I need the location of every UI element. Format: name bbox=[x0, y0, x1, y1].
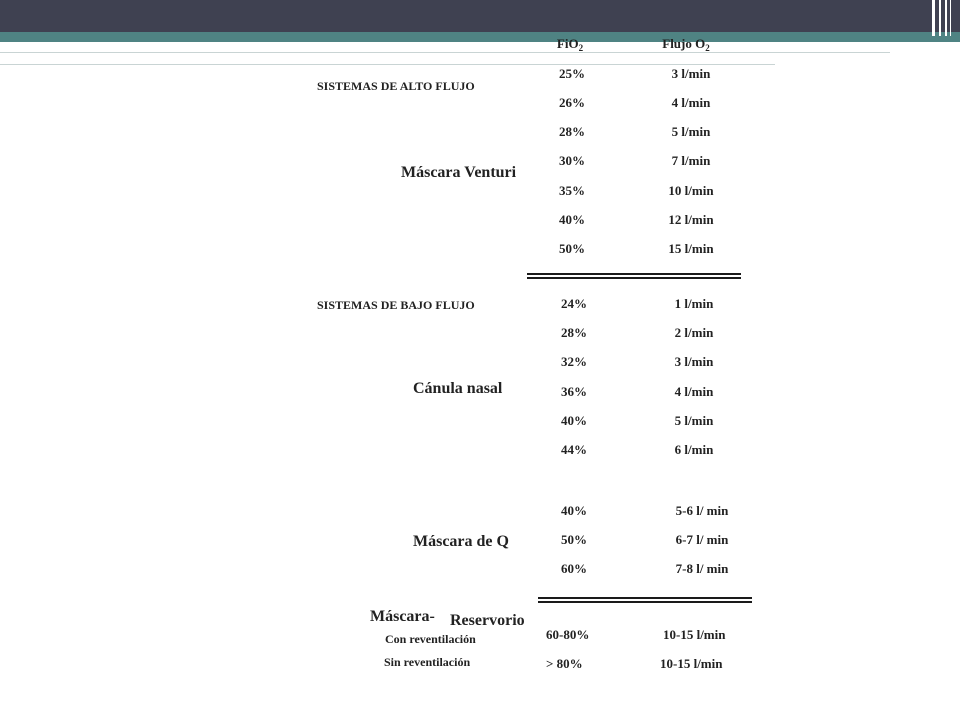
cell-fio2: 32% bbox=[561, 354, 587, 369]
cell-fio2: 28% bbox=[559, 124, 585, 139]
cell-fio2: 28% bbox=[561, 325, 587, 340]
cell-fio2: 60% bbox=[561, 561, 587, 576]
header-fio2: FiO$_2$ bbox=[556, 36, 584, 53]
cell-fio2: 50% bbox=[561, 532, 587, 547]
cell-fio2: 36% bbox=[561, 384, 587, 399]
row-label-con-reventilacion: Con reventilación bbox=[385, 632, 476, 646]
cell-flujo: 6 l/min bbox=[674, 442, 714, 457]
top-bar bbox=[0, 0, 960, 32]
cell-flujo: 15 l/min bbox=[668, 241, 714, 256]
section-label-alto-flujo: SISTEMAS DE ALTO FLUJO bbox=[317, 79, 475, 93]
cell-fio2: 44% bbox=[561, 442, 587, 457]
cell-flujo: 3 l/min bbox=[674, 354, 714, 369]
cell-fio2: 40% bbox=[561, 503, 587, 518]
device-reservorio: Reservorio bbox=[450, 612, 525, 629]
cell-flujo: 7 l/min bbox=[671, 153, 711, 168]
row-label-sin-reventilacion: Sin reventilación bbox=[384, 655, 471, 669]
cell-flujo: 4 l/min bbox=[671, 95, 711, 110]
cell-flujo: 2 l/min bbox=[674, 325, 714, 340]
cell-flujo: 3 l/min bbox=[671, 66, 711, 81]
cell-fio2: 40% bbox=[559, 212, 585, 227]
cell-flujo: 5-6 l/ min bbox=[675, 503, 729, 518]
cell-flujo: 1 l/min bbox=[674, 296, 714, 311]
cell-fio2: > 80% bbox=[546, 656, 583, 671]
cell-flujo: 4 l/min bbox=[674, 384, 714, 399]
cell-flujo: 7-8 l/ min bbox=[675, 561, 729, 576]
cell-flujo: 10-15 l/min bbox=[660, 656, 723, 671]
decor-stripe bbox=[950, 0, 951, 36]
cell-fio2: 40% bbox=[561, 413, 587, 428]
cell-fio2: 26% bbox=[559, 95, 585, 110]
section-label-bajo-flujo: SISTEMAS DE BAJO FLUJO bbox=[317, 298, 475, 312]
decor-rule bbox=[0, 52, 890, 53]
device-mascara-venturi: Máscara Venturi bbox=[401, 164, 517, 181]
decor-stripe bbox=[939, 0, 941, 36]
section-divider bbox=[527, 273, 741, 279]
cell-fio2: 30% bbox=[559, 153, 585, 168]
cell-flujo: 10-15 l/min bbox=[663, 627, 726, 642]
cell-flujo: 10 l/min bbox=[668, 183, 714, 198]
cell-fio2: 35% bbox=[559, 183, 585, 198]
accent-bar bbox=[0, 32, 960, 42]
cell-fio2: 24% bbox=[561, 296, 587, 311]
cell-fio2: 50% bbox=[559, 241, 585, 256]
decor-stripe bbox=[932, 0, 935, 36]
cell-flujo: 12 l/min bbox=[668, 212, 714, 227]
section-divider bbox=[538, 597, 752, 603]
decor-rule bbox=[0, 64, 775, 65]
device-canula-nasal: Cánula nasal bbox=[413, 380, 503, 397]
cell-fio2: 60-80% bbox=[546, 627, 590, 642]
cell-fio2: 25% bbox=[559, 66, 585, 81]
cell-flujo: 5 l/min bbox=[671, 124, 711, 139]
device-mascara: Máscara- bbox=[370, 608, 435, 625]
decor-stripe bbox=[945, 0, 947, 36]
header-flujo: Flujo $O_2$ bbox=[662, 36, 710, 53]
device-mascara-de-q: Máscara de Q bbox=[413, 533, 509, 550]
cell-flujo: 5 l/min bbox=[674, 413, 714, 428]
cell-flujo: 6-7 l/ min bbox=[675, 532, 729, 547]
